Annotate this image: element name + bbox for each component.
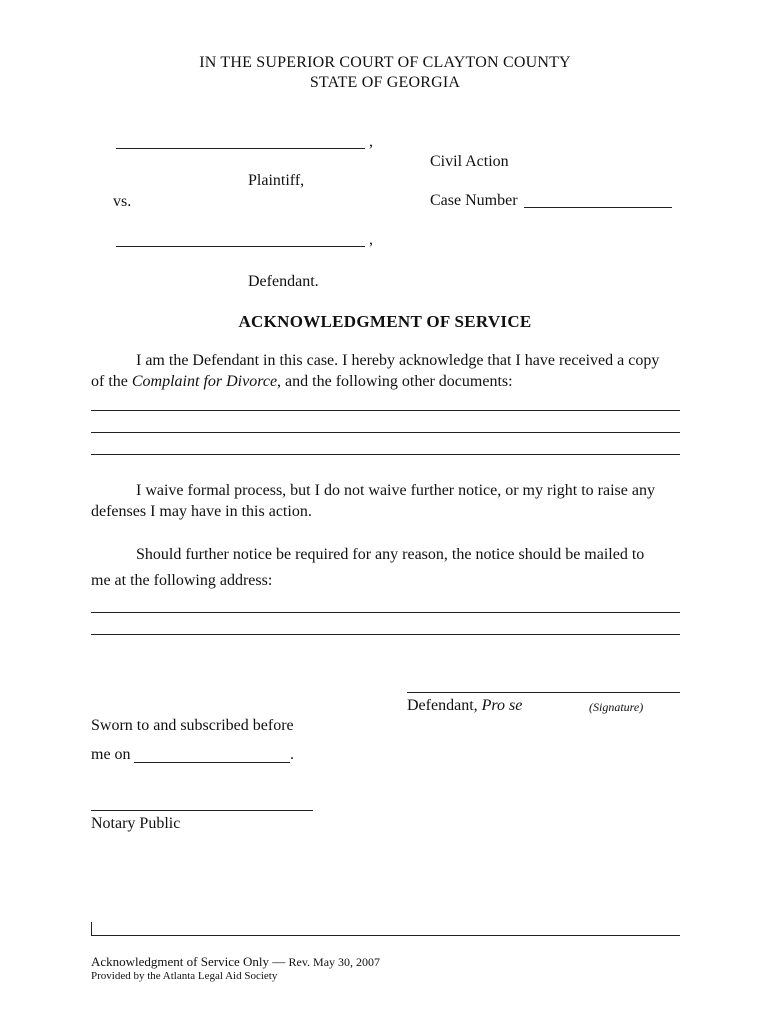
document-title: ACKNOWLEDGMENT OF SERVICE: [238, 312, 532, 331]
defendant-word: Defendant,: [407, 697, 482, 714]
paragraph2-line2: defenses I may have in this action.: [91, 503, 312, 520]
plaintiff-name-field[interactable]: [116, 148, 365, 149]
documents-line-3[interactable]: [91, 454, 680, 455]
defendant-label: Defendant.: [248, 273, 319, 290]
civil-action-label: Civil Action: [430, 153, 509, 170]
court-heading: IN THE SUPERIOR COURT OF CLAYTON COUNTY: [199, 54, 571, 71]
documents-line-2[interactable]: [91, 432, 680, 433]
paragraph1-suffix: , and the following other documents:: [277, 373, 513, 390]
state-heading: STATE OF GEORGIA: [309, 74, 461, 91]
pro-se-label: Pro se: [481, 697, 523, 714]
vs-label: vs.: [113, 193, 132, 210]
documents-line-1[interactable]: [91, 410, 680, 411]
sworn-line1: Sworn to and subscribed before: [91, 717, 294, 734]
defendant-comma: ,: [369, 231, 373, 248]
paragraph1-line1: I am the Defendant in this case. I hereby acknowledge that I have received a copy: [136, 352, 660, 369]
sworn-date-field[interactable]: [134, 762, 290, 763]
address-line-1[interactable]: [91, 612, 680, 613]
footer-divider: [91, 935, 680, 936]
complaint-title: Complaint for Divorce: [131, 373, 278, 390]
paragraph1-prefix: of the: [91, 373, 132, 390]
defendant-signature-label: [407, 697, 522, 715]
paragraph2-line1: I waive formal process, but I do not waive further notice, or my right to raise any: [136, 482, 655, 499]
plaintiff-comma: ,: [369, 133, 373, 150]
footer-line1: [91, 954, 380, 970]
case-number-field[interactable]: [524, 207, 672, 208]
defendant-signature-line[interactable]: [407, 692, 680, 693]
footer-title: Acknowledgment of Service Only —: [91, 954, 289, 969]
address-line-2[interactable]: [91, 634, 680, 635]
paragraph1-line2: [91, 373, 513, 391]
signature-note: (Signature): [589, 700, 644, 714]
footer-revision: Rev. May 30, 2007: [288, 955, 381, 969]
plaintiff-label: Plaintiff,: [248, 172, 305, 189]
footer-provider: Provided by the Atlanta Legal Aid Society: [91, 970, 278, 982]
footer-divider-tick: [91, 922, 92, 935]
paragraph3-line2: me at the following address:: [91, 572, 273, 589]
sworn-me-on: me on: [91, 746, 131, 763]
paragraph3-line1: Should further notice be required for any reason, the notice should be mailed to: [136, 546, 645, 563]
notary-signature-line[interactable]: [91, 810, 313, 811]
notary-public-label: Notary Public: [91, 815, 181, 832]
defendant-name-field[interactable]: [116, 246, 365, 247]
sworn-period: .: [290, 746, 294, 763]
case-number-label: Case Number: [430, 192, 518, 209]
